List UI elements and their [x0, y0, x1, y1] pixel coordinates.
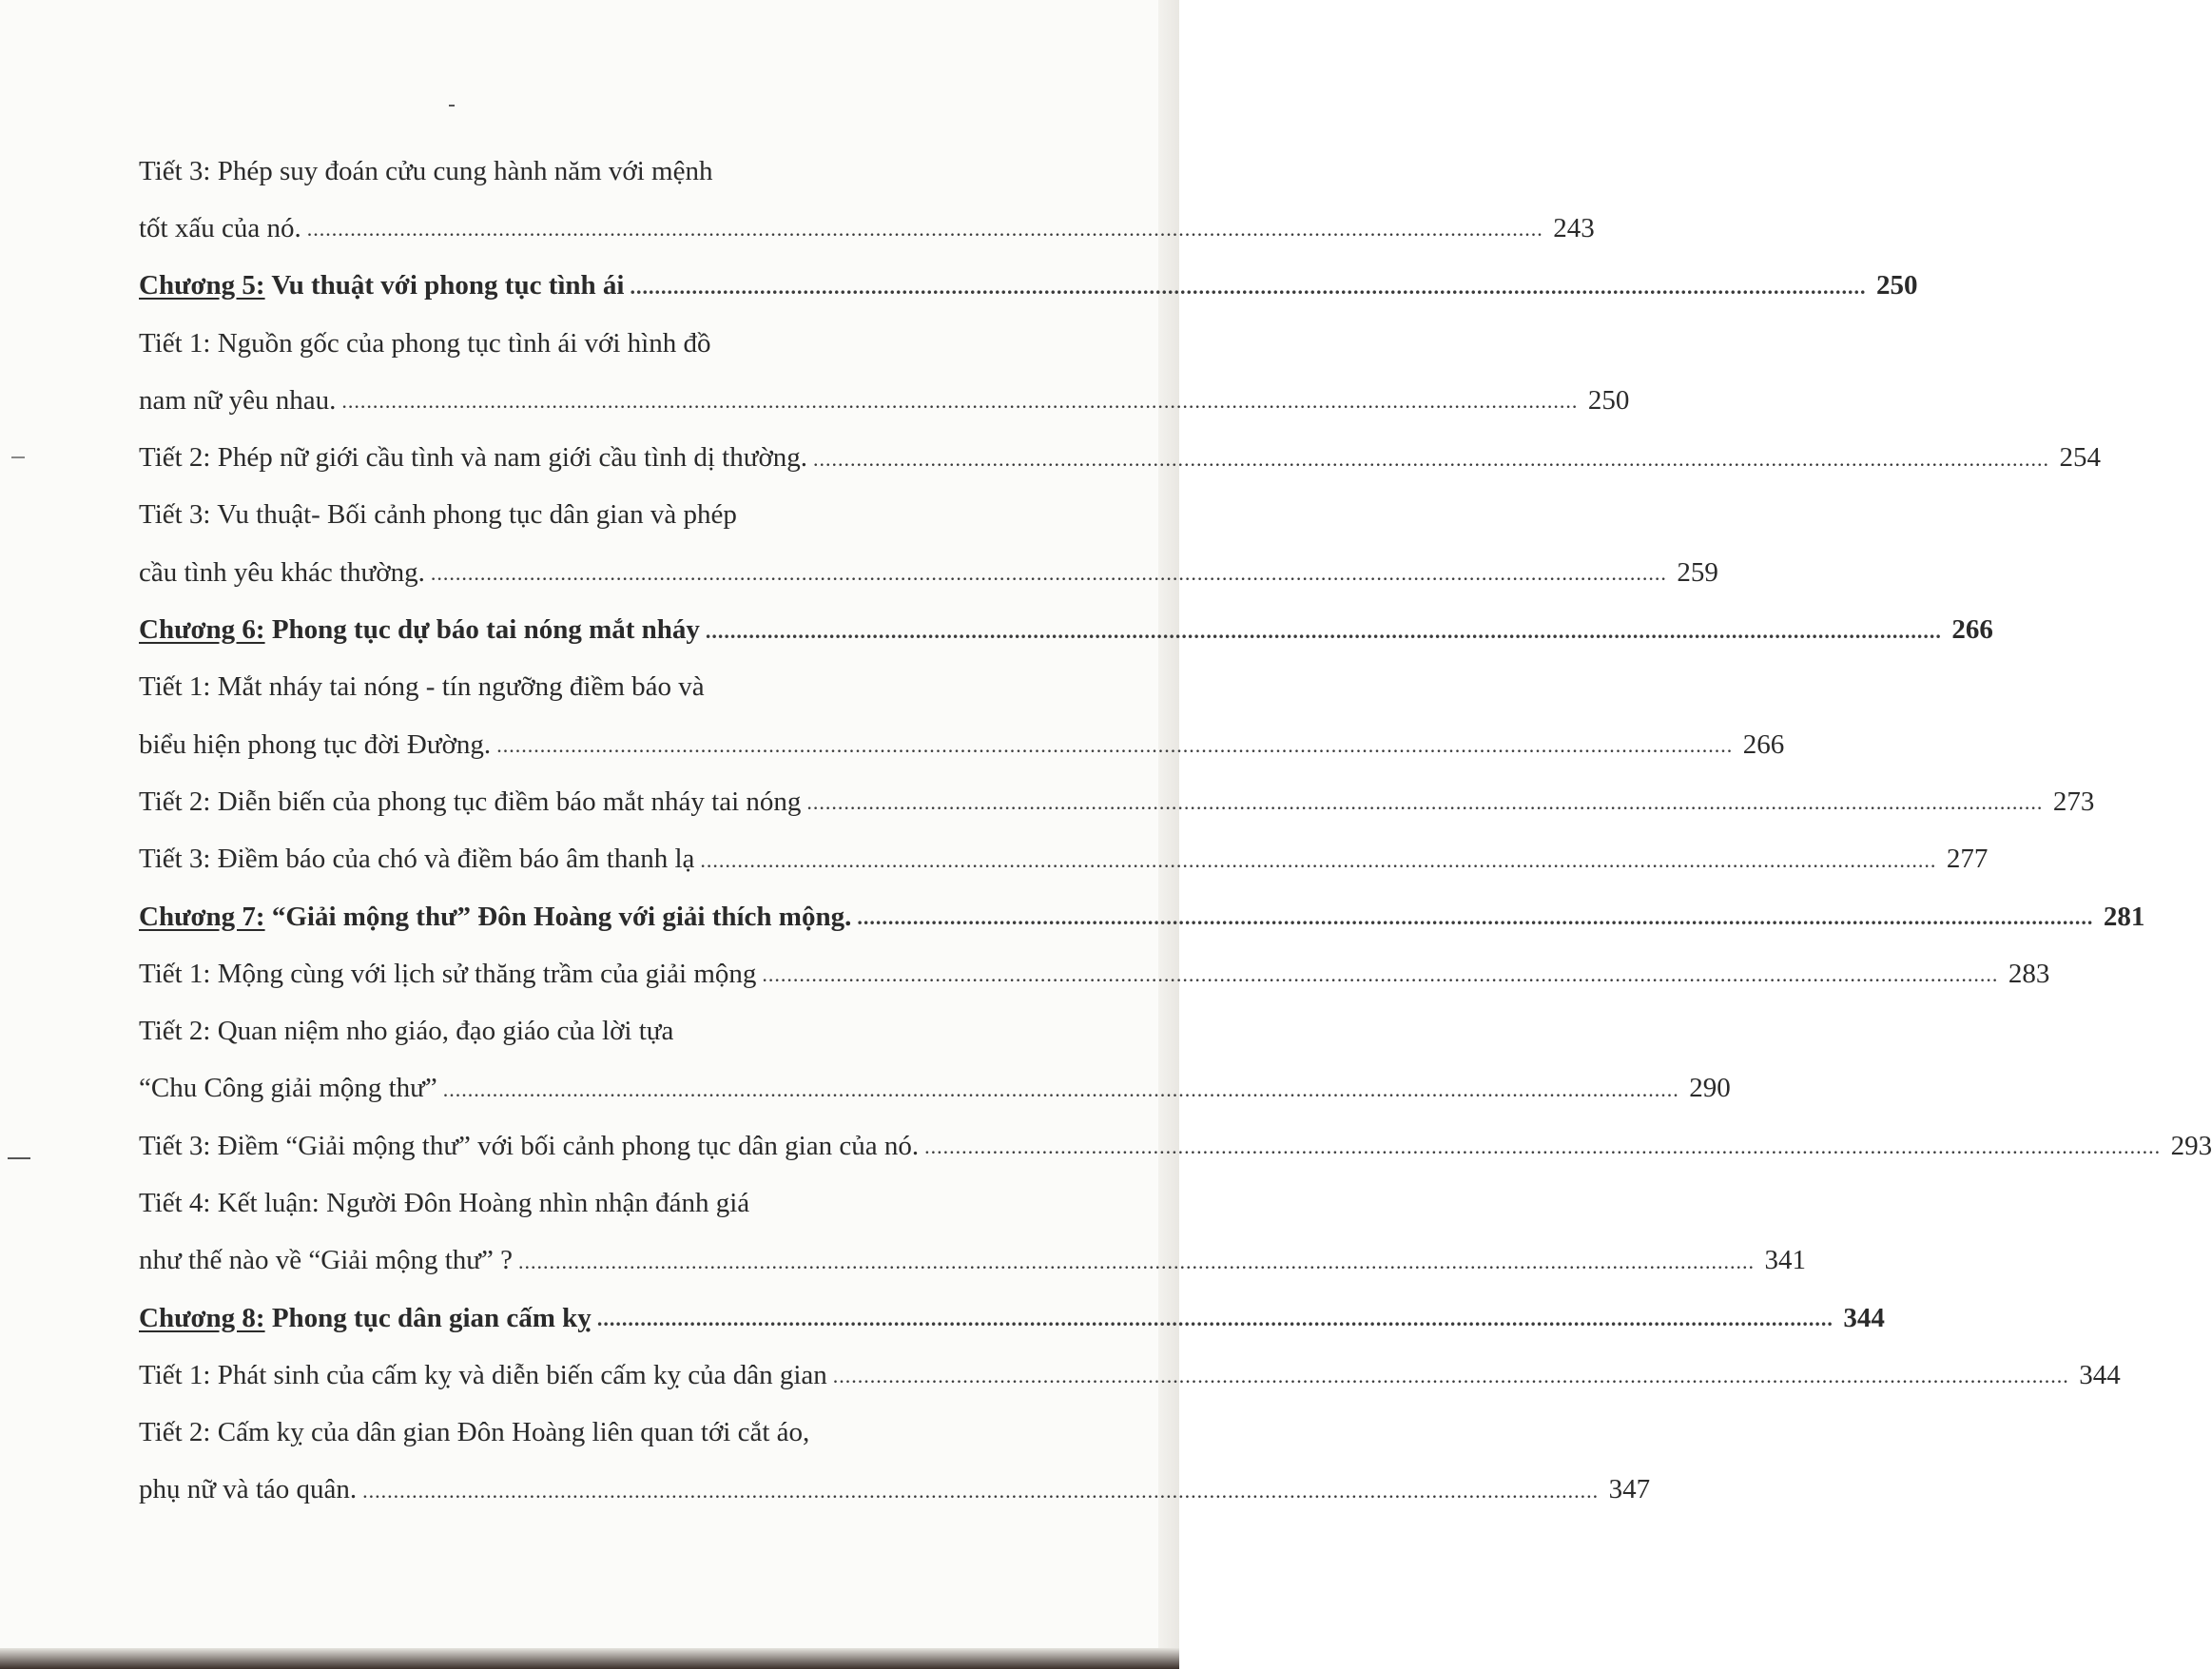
scan-speck: [8, 1157, 30, 1159]
page-bottom-edge: [0, 1648, 1179, 1669]
scan-speck: [11, 456, 25, 458]
dot-leader: ........................................................................................................................................................................................................: [306, 217, 1543, 242]
toc-line: [139, 372, 1630, 429]
section-title: Tiết 3: Phép suy đoán cửu cung hành năm với mệnh: [139, 155, 713, 186]
section-title: Tiết 2: Cấm kỵ của dân gian Đôn Hoàng liên quan tới cắt áo,: [139, 1417, 810, 1448]
section-title-continued: như thế nào về “Giải mộng thư” ?: [139, 1245, 514, 1276]
dot-leader: ........................................................................................................................................................................................................: [700, 847, 1937, 872]
dot-leader: ........................................................................................................................................................................................................: [813, 446, 2050, 471]
chapter-heading: [139, 270, 624, 301]
section-title: Tiết 2: Phép nữ giới cầu tình và nam giới cầu tình dị thường.: [139, 442, 808, 474]
table-of-contents: [139, 143, 2212, 1519]
page-number: 277: [1946, 844, 1989, 875]
dot-leader: ........................................................................................................................................................................................................: [630, 274, 1867, 299]
section-title: Tiết 1: Nguồn gốc của phong tục tình ái với hình đồ: [139, 327, 711, 359]
toc-line: [139, 429, 2102, 486]
dot-leader: ........................................................................................................................................................................................................: [924, 1135, 2162, 1159]
section-title-continued: “Chu Công giải mộng thư”: [139, 1073, 437, 1104]
page-number: 281: [2103, 901, 2145, 932]
chapter-heading: [139, 902, 851, 933]
dot-leader: ........................................................................................................................................................................................................: [442, 1077, 1679, 1101]
section-title: Tiết 2: Quan niệm nho giáo, đạo giáo của lời tựa: [139, 1016, 674, 1047]
dot-leader: ........................................................................................................................................................................................................: [705, 618, 1942, 643]
section-title-continued: biểu hiện phong tục đời Đường.: [139, 728, 492, 760]
dot-leader: ........................................................................................................................................................................................................: [762, 962, 1999, 987]
toc-line: [139, 1002, 1014, 1059]
dot-leader: ........................................................................................................................................................................................................: [496, 733, 1734, 758]
page-number: 290: [1689, 1073, 1731, 1104]
chapter-label: Chương 8:: [139, 1302, 265, 1333]
toc-line: [139, 1290, 1885, 1347]
page-number: 243: [1553, 212, 1595, 243]
section-title: Tiết 1: Mộng cùng với lịch sử thăng trầm của giải mộng: [139, 958, 757, 989]
toc-line: [139, 143, 1014, 200]
toc-line: [139, 601, 1993, 658]
toc-line: [139, 888, 2145, 945]
page-right-edge: [1158, 0, 1179, 1669]
page-number: 344: [1843, 1302, 1885, 1333]
dot-leader: ........................................................................................................................................................................................................: [596, 1307, 1834, 1331]
chapter-label: Chương 6:: [139, 614, 265, 646]
dot-leader: ........................................................................................................................................................................................................: [430, 561, 1667, 586]
toc-line: [139, 544, 1718, 601]
dot-leader: ........................................................................................................................................................................................................: [362, 1478, 1600, 1503]
chapter-title: Vu thuật với phong tục tình ái: [271, 270, 625, 301]
section-title-continued: nam nữ yêu nhau.: [139, 384, 337, 416]
page-number: 259: [1677, 556, 1718, 588]
chapter-heading: [139, 1303, 592, 1334]
toc-line: [139, 831, 1989, 888]
dot-leader: ........................................................................................................................................................................................................: [518, 1249, 1756, 1273]
section-title-continued: tốt xấu của nó.: [139, 212, 301, 243]
page-number: 347: [1608, 1474, 1651, 1505]
toc-line: [139, 315, 1014, 372]
toc-line: [139, 945, 2050, 1002]
toc-line: [139, 1174, 1014, 1232]
page-number: 254: [2059, 442, 2102, 474]
toc-line: [139, 258, 1918, 315]
toc-line: [139, 773, 2095, 830]
chapter-label: Chương 7:: [139, 901, 265, 932]
chapter-title: Phong tục dự báo tai nóng mắt nháy: [271, 614, 700, 646]
dot-leader: ........................................................................................................................................................................................................: [806, 790, 2044, 815]
section-title-continued: phụ nữ và táo quân.: [139, 1474, 358, 1505]
toc-line: [139, 716, 1785, 773]
page-number: 283: [2008, 958, 2050, 989]
section-title: Tiết 2: Diễn biến của phong tục điềm báo mắt nháy tai nóng: [139, 786, 802, 817]
section-title: Tiết 3: Điềm báo của chó và điềm báo âm thanh lạ: [139, 844, 695, 875]
section-title: Tiết 4: Kết luận: Người Đôn Hoàng nhìn nhận đánh giá: [139, 1187, 750, 1218]
toc-line: [139, 200, 1595, 257]
toc-line: [139, 487, 1014, 544]
toc-line: [139, 659, 1014, 716]
page-number: 250: [1587, 384, 1630, 416]
toc-line: [139, 1060, 1731, 1117]
toc-line: [139, 1117, 2212, 1174]
page-number: 341: [1764, 1245, 1807, 1276]
section-title: Tiết 1: Phát sinh của cấm kỵ và diễn biến cấm kỵ của dân gian: [139, 1359, 827, 1390]
toc-line: [139, 1232, 1807, 1290]
toc-line: [139, 1462, 1651, 1519]
chapter-heading: [139, 614, 700, 646]
dot-leader: ........................................................................................................................................................................................................: [857, 905, 2094, 929]
page-number: 266: [1742, 728, 1785, 760]
section-title: Tiết 3: Vu thuật- Bối cảnh phong tục dân gian và phép: [139, 499, 737, 531]
page-number: 293: [2170, 1130, 2212, 1161]
section-title: Tiết 3: Điềm “Giải mộng thư” với bối cảnh phong tục dân gian của nó.: [139, 1130, 920, 1161]
page-number: 266: [1951, 614, 1993, 646]
page-number: 250: [1875, 270, 1918, 301]
toc-line: [139, 1347, 2121, 1404]
page-number: 344: [2079, 1359, 2121, 1390]
section-title: Tiết 1: Mắt nháy tai nóng - tín ngưỡng điềm báo và: [139, 671, 705, 703]
section-title-continued: cầu tình yêu khác thường.: [139, 556, 425, 588]
scan-speck: [449, 105, 455, 107]
dot-leader: ........................................................................................................................................................................................................: [832, 1364, 2069, 1388]
page-number: 273: [2052, 786, 2095, 817]
chapter-label: Chương 5:: [139, 270, 265, 301]
dot-leader: ........................................................................................................................................................................................................: [341, 389, 1579, 414]
chapter-title: Phong tục dân gian cấm kỵ: [271, 1302, 592, 1333]
chapter-title: “Giải mộng thư” Đôn Hoàng với giải thích mộng.: [271, 901, 852, 932]
toc-line: [139, 1405, 1014, 1462]
